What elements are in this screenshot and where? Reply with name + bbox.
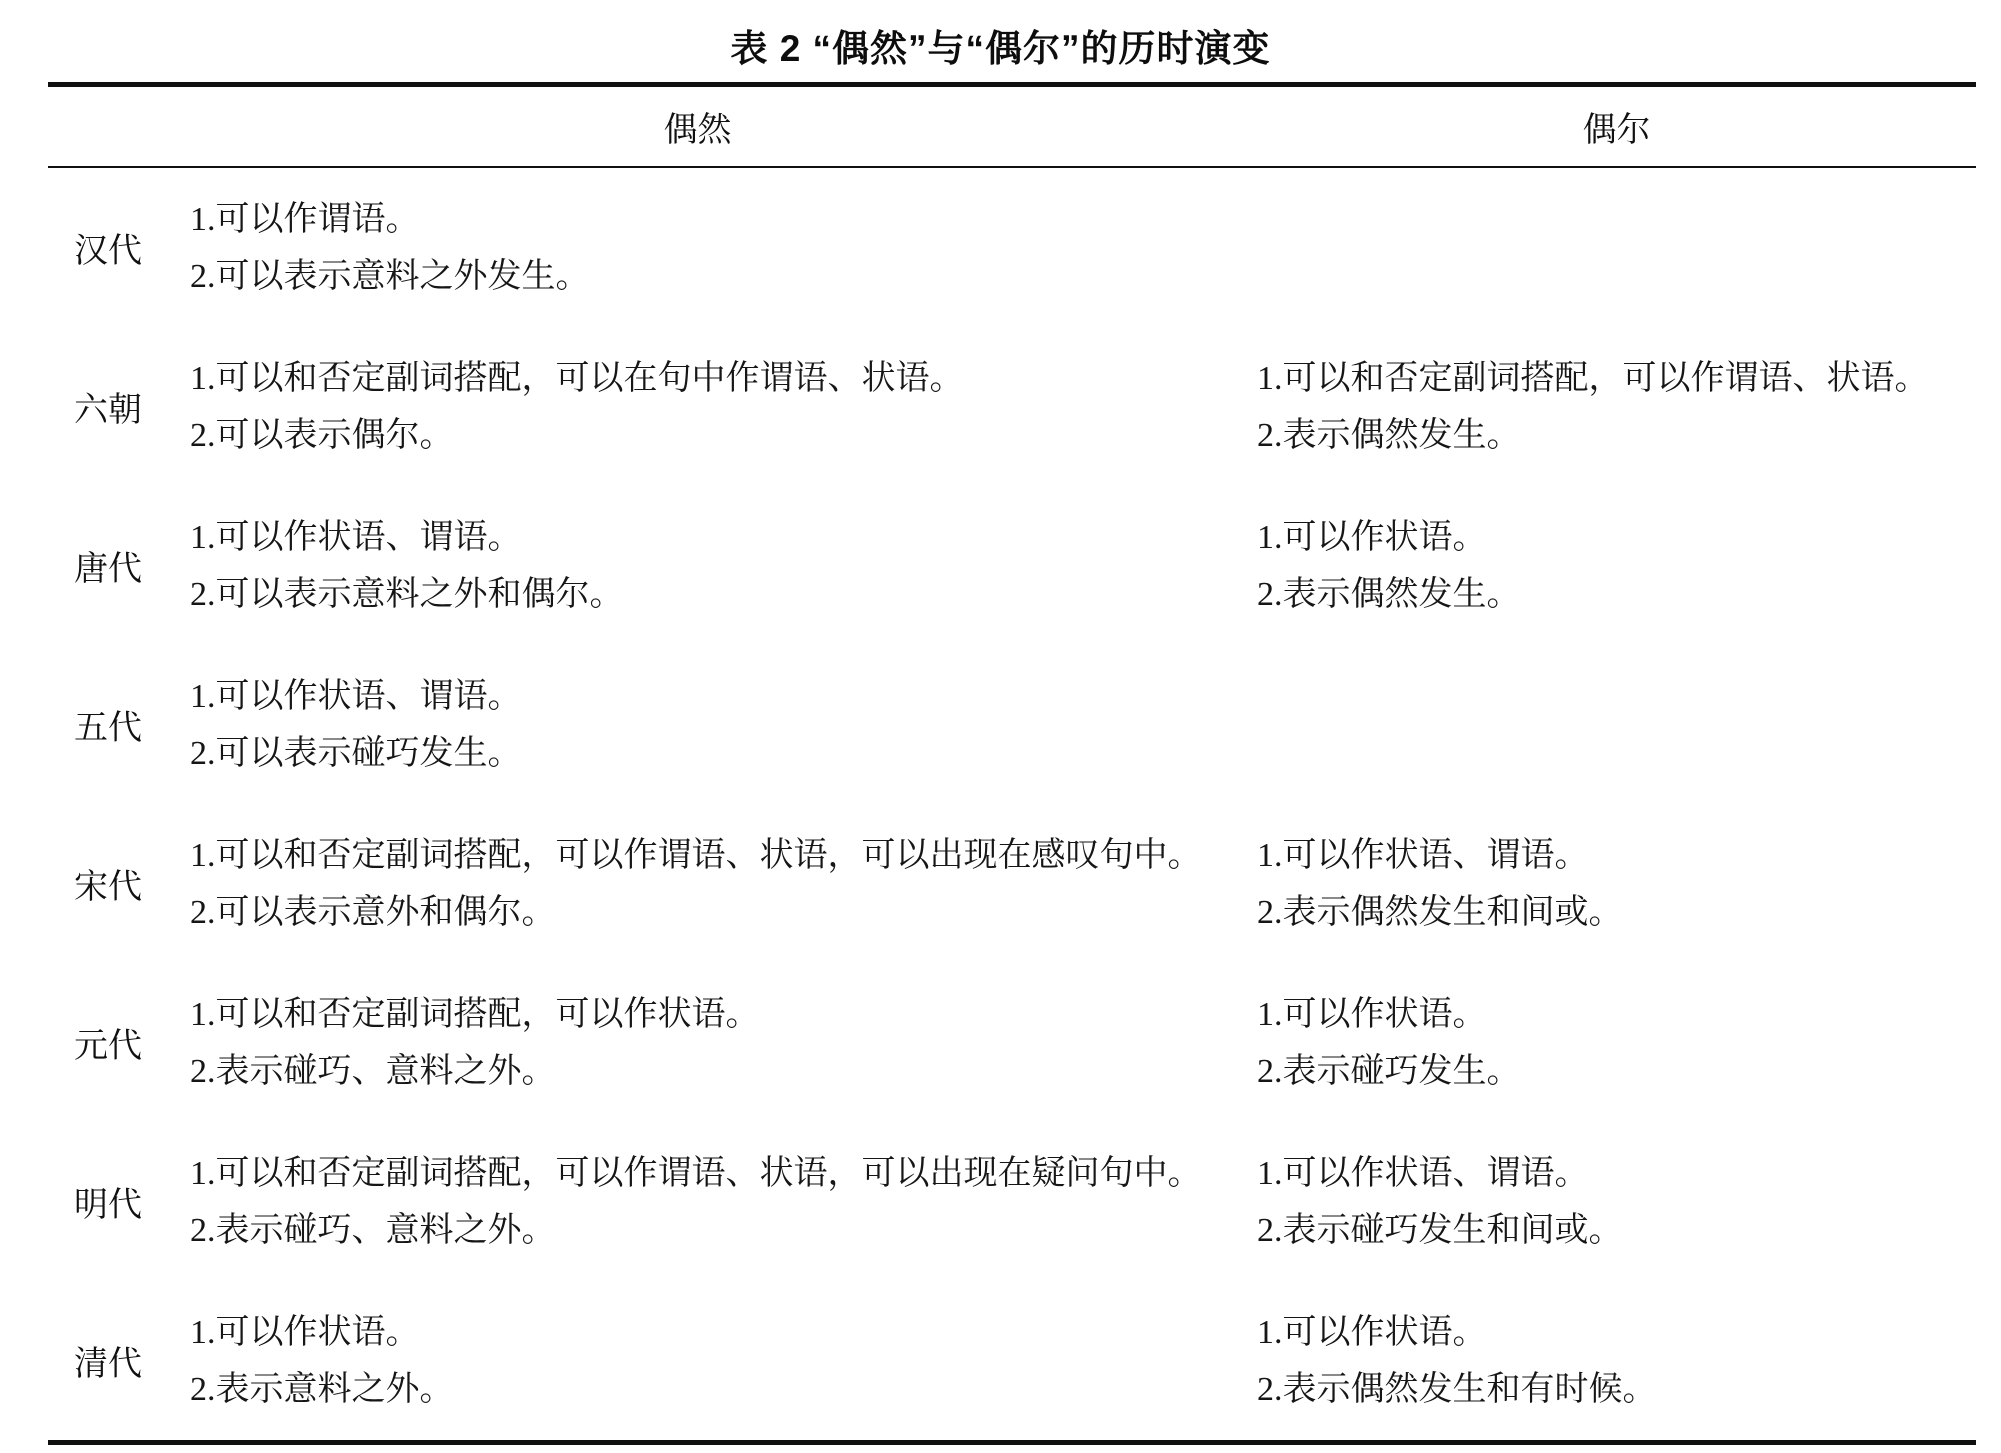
ouran-cell [190, 191, 1257, 305]
row-period-label: 明代 [74, 1187, 142, 1224]
row-period-label: 宋代 [74, 869, 142, 906]
period-cell [48, 223, 190, 272]
ouran-line: 1.可以作状语。 [190, 1313, 420, 1351]
ouran-line: 1.可以和否定副词搭配，可以在句中作谓语、状语。 [190, 359, 964, 397]
ouer-line: 1.可以作状语、谓语。 [1257, 1154, 1589, 1192]
table-row [48, 327, 1976, 486]
ouran-line: 1.可以作状语、谓语。 [190, 677, 522, 715]
ouran-line: 1.可以和否定副词搭配，可以作谓语、状语，可以出现在感叹句中。 [190, 836, 1202, 874]
ouran-line: 1.可以和否定副词搭配，可以作状语。 [190, 995, 760, 1033]
ouer-cell [1257, 1304, 1976, 1418]
ouer-line: 1.可以作状语、谓语。 [1257, 836, 1589, 874]
ouer-cell [1257, 986, 1976, 1100]
period-cell [48, 541, 190, 590]
ouer-line: 1.可以作状语。 [1257, 1313, 1487, 1351]
ouran-cell [190, 1304, 1257, 1418]
table-row [48, 168, 1976, 327]
ouran-line: 2.可以表示碰巧发生。 [190, 734, 522, 772]
ouran-cell [190, 509, 1257, 623]
row-period-label: 五代 [74, 710, 142, 747]
ouer-line: 2.表示偶然发生和间或。 [1257, 893, 1623, 931]
ouer-line: 2.表示偶然发生和有时候。 [1257, 1370, 1657, 1408]
period-cell [48, 382, 190, 431]
ouer-line: 2.表示偶然发生。 [1257, 575, 1521, 613]
ouran-line: 2.可以表示偶尔。 [190, 416, 454, 454]
table-row [48, 486, 1976, 645]
ouer-cell [1257, 827, 1976, 941]
ouer-line: 1.可以作状语。 [1257, 995, 1487, 1033]
ouran-cell [190, 986, 1257, 1100]
ouran-line: 2.可以表示意料之外和偶尔。 [190, 575, 624, 613]
ouran-cell [190, 1145, 1257, 1259]
period-cell [48, 700, 190, 749]
period-cell [48, 1336, 190, 1385]
table-title: 表 2 “偶然”与“偶尔”的历时演变 [730, 28, 1271, 69]
ouran-line: 2.可以表示意料之外发生。 [190, 257, 590, 295]
ouran-line: 2.表示碰巧、意料之外。 [190, 1052, 556, 1090]
period-cell [48, 859, 190, 908]
table-row [48, 963, 1976, 1122]
row-period-label: 汉代 [74, 233, 142, 270]
table-row [48, 804, 1976, 963]
table-row [48, 1281, 1976, 1440]
ouran-line: 1.可以作状语、谓语。 [190, 518, 522, 556]
period-cell [48, 1018, 190, 1067]
table-row [48, 645, 1976, 804]
ouran-line: 2.表示意料之外。 [190, 1370, 454, 1408]
row-period-label: 元代 [74, 1028, 142, 1065]
ouer-cell [1257, 509, 1976, 623]
ouran-cell [190, 668, 1257, 782]
column-header-ouer: 偶尔 [1582, 112, 1651, 149]
ouer-cell [1257, 350, 1976, 464]
ouer-line: 2.表示碰巧发生。 [1257, 1052, 1521, 1090]
row-period-label: 唐代 [74, 551, 142, 588]
table-row [48, 1122, 1976, 1281]
column-header-ouran: 偶然 [663, 112, 732, 149]
ouer-cell [1257, 1145, 1976, 1259]
evolution-table [48, 82, 1976, 1445]
ouer-line: 2.表示碰巧发生和间或。 [1257, 1211, 1623, 1249]
ouran-line: 2.可以表示意外和偶尔。 [190, 893, 556, 931]
ouer-line: 2.表示偶然发生。 [1257, 416, 1521, 454]
ouran-line: 1.可以作谓语。 [190, 200, 420, 238]
ouran-cell [190, 350, 1257, 464]
row-period-label: 清代 [74, 1346, 142, 1383]
ouran-line: 1.可以和否定副词搭配，可以作谓语、状语，可以出现在疑问句中。 [190, 1154, 1202, 1192]
ouer-line: 1.可以作状语。 [1257, 518, 1487, 556]
row-period-label: 六朝 [74, 392, 142, 429]
period-cell [48, 1177, 190, 1226]
ouer-line: 1.可以和否定副词搭配，可以作谓语、状语。 [1257, 359, 1929, 397]
ouran-cell [190, 827, 1257, 941]
ouran-line: 2.表示碰巧、意料之外。 [190, 1211, 556, 1249]
table-header-row [48, 87, 1976, 168]
table-body [48, 168, 1976, 1440]
